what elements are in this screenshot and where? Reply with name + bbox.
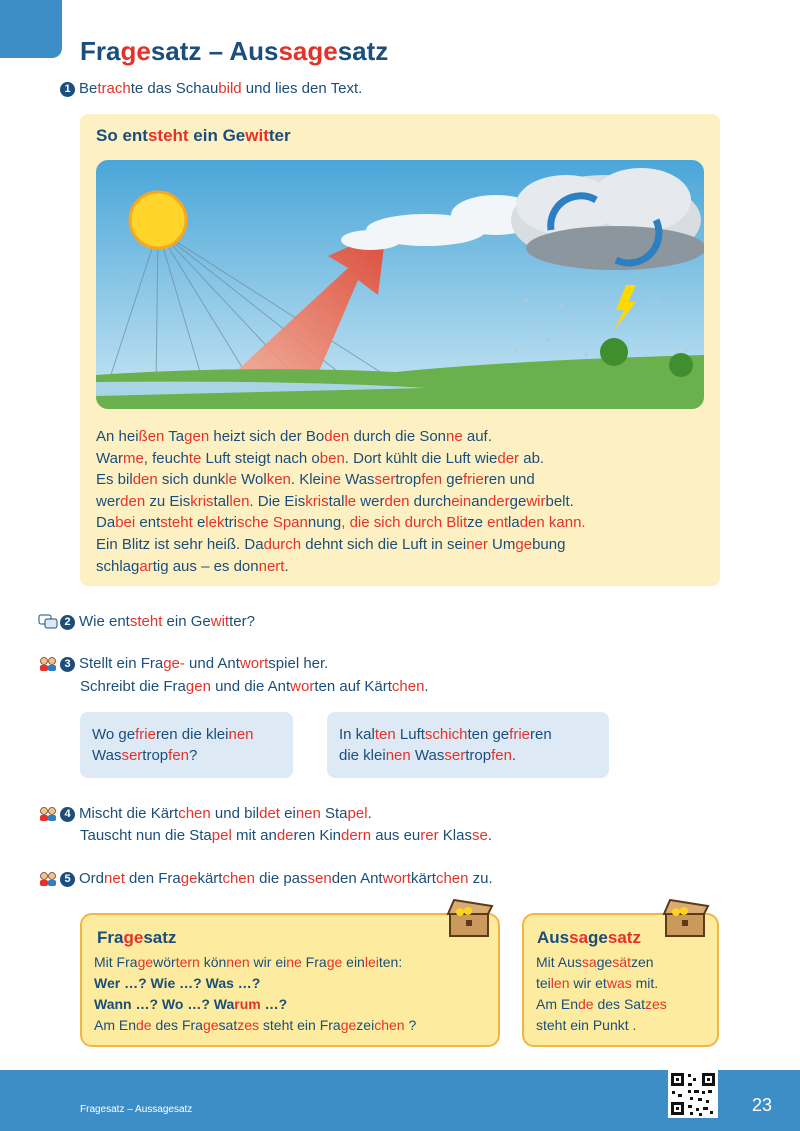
highlighted-syllable: chen <box>178 805 211 822</box>
page-number: 23 <box>752 1095 773 1115</box>
highlighted-syllable: der <box>487 492 510 510</box>
highlighted-syllable: sche Span <box>236 514 308 532</box>
text-segment: . Die Eis <box>249 492 306 510</box>
highlighted-syllable: steht <box>147 126 189 145</box>
highlighted-syllable: zes <box>644 996 667 1012</box>
highlighted-syllable: wir <box>526 492 546 510</box>
info-line <box>536 973 667 994</box>
text-segment: ter <box>268 126 291 145</box>
text-segment: ze <box>467 514 483 532</box>
text-segment: die pas <box>254 870 308 887</box>
answer-card-line <box>339 724 597 745</box>
text-segment: Es bil <box>96 471 133 489</box>
highlighted-syllable: ßen <box>138 428 165 445</box>
text-segment: Was <box>410 747 445 764</box>
text-segment: Wann …? Wo …? Wa <box>94 996 235 1012</box>
text-segment: ein Ge <box>162 613 211 630</box>
highlighted-syllable: fen <box>491 747 512 764</box>
text-segment: An hei <box>96 428 139 445</box>
text-segment: ? <box>189 747 198 764</box>
highlighted-syllable: ben <box>319 449 345 467</box>
highlighted-syllable: ge <box>340 1017 357 1033</box>
text-segment: ge <box>588 928 608 947</box>
info-box-fragesatz <box>80 913 500 1047</box>
highlighted-syllable: lek <box>205 514 225 532</box>
highlighted-syllable: frie <box>462 471 484 489</box>
text-segment: kärt <box>410 870 436 887</box>
text-line <box>96 556 706 578</box>
highlighted-syllable: sät <box>612 954 631 970</box>
highlighted-syllable: det <box>259 805 280 822</box>
question-words-line <box>94 994 416 1015</box>
text-segment: Stellt ein Fra <box>79 655 164 672</box>
text-segment: . <box>367 805 372 822</box>
highlighted-syllable: bei <box>115 514 136 532</box>
highlighted-syllable: kris <box>190 492 214 510</box>
text-segment: mit an <box>231 827 277 844</box>
storm-cloud-icon <box>511 168 704 270</box>
highlighted-syllable: ge <box>326 954 343 970</box>
text-segment: aus eu <box>371 827 421 844</box>
highlighted-syllable: chen <box>391 678 425 695</box>
highlighted-syllable: ge <box>180 870 198 887</box>
text-segment: ab. <box>519 449 545 467</box>
text-segment: Mischt die Kärt <box>79 805 179 822</box>
highlighted-syllable: fen <box>168 747 190 764</box>
text-segment: War <box>96 449 123 467</box>
text-segment: Tauscht nun die Sta <box>80 827 212 844</box>
text-line <box>96 534 706 556</box>
text-segment: ein Ge <box>188 126 246 145</box>
highlighted-syllable: le <box>225 471 237 489</box>
highlighted-syllable: net <box>104 870 125 887</box>
text-segment: trop <box>395 471 422 489</box>
text-segment: wir et <box>569 975 607 991</box>
text-segment: ren und <box>483 471 535 489</box>
text-segment: . <box>424 678 429 695</box>
text-segment: Wie ent <box>79 613 130 630</box>
highlighted-syllable: ge <box>202 1017 219 1033</box>
qr-code-icon[interactable] <box>668 1070 718 1118</box>
answer-card-line <box>339 745 597 766</box>
task-3 <box>60 653 328 675</box>
text-segment: wir ei <box>249 954 287 970</box>
highlighted-syllable: bild <box>218 80 242 97</box>
text-segment: Mit Fra <box>94 954 138 970</box>
highlighted-syllable: wort <box>382 870 411 887</box>
highlighted-syllable: was <box>606 975 632 991</box>
task-1-text <box>79 80 362 97</box>
text-segment: Wo ge <box>92 726 136 743</box>
speech-bubble-icon <box>38 614 58 630</box>
highlighted-syllable: ge <box>137 954 154 970</box>
text-segment: bung <box>532 535 566 553</box>
highlighted-syllable: ne <box>286 954 302 970</box>
text-segment: heizt sich der Bo <box>209 428 325 445</box>
text-segment: spiel her. <box>268 655 329 672</box>
footer-label: Fragesatz – Aussagesatz <box>80 1104 193 1115</box>
highlighted-syllable: len <box>550 975 570 991</box>
task-1 <box>60 78 362 100</box>
text-segment: auf. <box>462 428 492 445</box>
text-segment: tal <box>328 492 345 510</box>
highlighted-syllable: ne <box>446 428 463 445</box>
highlighted-syllable: ent <box>482 514 509 532</box>
info-line <box>94 952 416 973</box>
highlighted-syllable: le <box>344 492 357 510</box>
highlighted-syllable: , die sich durch Blit <box>341 514 468 532</box>
text-segment: Mit Aus <box>536 954 582 970</box>
text-segment: zei <box>356 1017 375 1033</box>
text-segment: den Fra <box>124 870 181 887</box>
text-segment: Am En <box>536 996 579 1012</box>
highlighted-syllable: wor <box>290 678 315 695</box>
highlighted-syllable: sen <box>307 870 332 887</box>
text-line <box>96 426 706 448</box>
highlighted-syllable: sa <box>581 954 597 970</box>
task-number-3: 3 <box>60 657 75 672</box>
text-segment: So ent <box>96 126 148 145</box>
text-segment: ren Kin <box>293 827 342 844</box>
task-5-text <box>79 870 493 887</box>
text-segment: ten ge <box>467 726 510 743</box>
text-segment: e <box>192 514 206 532</box>
highlighted-syllable: nert <box>258 557 285 575</box>
highlighted-syllable: rer <box>420 827 439 844</box>
task-number-1: 1 <box>60 82 75 97</box>
info-line: steht ein Punkt . <box>536 1017 637 1033</box>
text-segment: des Sat <box>593 996 645 1012</box>
text-segment: kön <box>199 954 227 970</box>
text-segment: …? <box>260 996 288 1012</box>
text-segment: Luft <box>395 726 425 743</box>
highlighted-syllable: de <box>578 996 594 1012</box>
task-4-line-2 <box>80 825 492 847</box>
highlighted-syllable: nen <box>295 805 321 822</box>
highlighted-syllable: se <box>471 827 488 844</box>
question-card <box>80 712 293 778</box>
text-segment: Da <box>96 514 116 532</box>
highlighted-syllable: len <box>229 492 250 510</box>
task-number-2: 2 <box>60 615 75 630</box>
highlighted-syllable: nen <box>385 747 411 764</box>
text-segment: . Dort kühlt die Luft wie <box>344 449 498 467</box>
text-segment: belt. <box>545 492 574 510</box>
highlighted-syllable: den kann. <box>519 514 586 532</box>
text-segment: Um <box>487 535 516 553</box>
text-segment: und Ant <box>184 655 240 672</box>
highlighted-syllable: den <box>120 492 146 510</box>
highlighted-syllable: gen <box>185 678 211 695</box>
info-line <box>536 994 667 1015</box>
text-segment: ein <box>342 954 365 970</box>
highlighted-syllable: wit <box>210 613 230 630</box>
text-segment: durch die Son <box>349 428 447 445</box>
highlighted-syllable: steht <box>129 613 163 630</box>
text-segment: Schreibt die Fra <box>80 678 186 695</box>
highlighted-syllable: steht <box>160 514 193 532</box>
text-segment: Ta <box>164 428 185 445</box>
text-segment: ei <box>279 805 296 822</box>
text-line <box>96 491 706 513</box>
text-segment: die klei <box>339 747 386 764</box>
text-segment: Sta <box>320 805 348 822</box>
corner-tab <box>0 0 62 58</box>
highlighted-syllable: kris <box>305 492 329 510</box>
highlighted-syllable: wort <box>239 655 269 672</box>
task-4 <box>60 803 372 825</box>
tree-icon <box>600 338 628 366</box>
highlighted-syllable: schich <box>424 726 468 743</box>
highlighted-syllable: wit <box>245 126 269 145</box>
task-number-4: 4 <box>60 807 75 822</box>
text-segment: ? <box>404 1017 417 1033</box>
text-segment: ren die klei <box>155 726 229 743</box>
text-segment: dehnt sich die Luft in sei <box>301 535 467 553</box>
task-3-line-1 <box>79 655 328 672</box>
highlighted-syllable: rum <box>234 996 261 1012</box>
text-segment: Was <box>92 747 122 764</box>
highlighted-syllable: ten <box>374 726 396 743</box>
text-segment: Am En <box>94 1017 137 1033</box>
text-segment: ent <box>135 514 161 532</box>
text-segment: tig aus – es don <box>152 557 259 575</box>
text-segment: ter? <box>229 613 255 630</box>
text-line <box>96 448 706 470</box>
highlighted-syllable: tern <box>175 954 200 970</box>
task-number-5: 5 <box>60 872 75 887</box>
info-line <box>536 952 667 973</box>
highlighted-syllable: sa <box>569 928 589 947</box>
text-segment: des Fra <box>151 1017 203 1033</box>
text-segment: Was <box>340 471 375 489</box>
text-segment: Klas <box>438 827 472 844</box>
text-segment: und die Ant <box>210 678 291 695</box>
reading-box-title <box>96 126 291 146</box>
text-segment: den Ant <box>331 870 383 887</box>
task-4-line-1 <box>79 805 372 822</box>
text-line <box>96 512 706 534</box>
info-line <box>94 1015 416 1036</box>
text-segment: Fra <box>301 954 327 970</box>
text-segment: ten auf Kärt <box>314 678 392 695</box>
text-segment: . Klei <box>290 471 325 489</box>
highlighted-syllable: frie <box>135 726 156 743</box>
highlighted-syllable: ser <box>374 471 396 489</box>
text-segment: zu Eis <box>145 492 191 510</box>
highlighted-syllable: pel <box>347 805 368 822</box>
text-segment: , feuch <box>143 449 189 467</box>
text-segment: und lies den Text. <box>241 80 363 97</box>
text-segment: ten: <box>378 954 403 970</box>
text-segment: steht ein Fra <box>259 1017 341 1033</box>
highlighted-syllable: trach <box>97 80 131 97</box>
highlighted-syllable: ge <box>123 928 144 947</box>
answer-card <box>327 712 609 778</box>
partner-work-icon <box>38 656 58 672</box>
text-segment: Ein Blitz ist sehr heiß. Da <box>96 535 264 553</box>
text-segment: tal <box>213 492 230 510</box>
text-segment: trop <box>465 747 492 764</box>
text-segment: ge <box>442 471 463 489</box>
task-2 <box>60 611 255 633</box>
text-segment: Ord <box>79 870 105 887</box>
partner-work-icon <box>38 871 58 887</box>
text-segment: zu. <box>468 870 493 887</box>
highlighted-syllable: durch <box>263 535 302 553</box>
highlighted-syllable: der <box>497 449 520 467</box>
highlighted-syllable: de <box>276 827 294 844</box>
thunderstorm-picture <box>96 160 704 409</box>
text-segment: satz <box>143 928 177 947</box>
text-segment: tri <box>224 514 237 532</box>
text-segment: wör <box>153 954 176 970</box>
page-title: Fragesatz – Aussagesatz <box>80 36 389 66</box>
text-segment: und bil <box>210 805 260 822</box>
text-segment: durch <box>409 492 452 510</box>
highlighted-syllable: chen <box>374 1017 405 1033</box>
highlighted-syllable: nen <box>226 954 250 970</box>
text-segment: wer <box>356 492 385 510</box>
text-segment: la <box>508 514 520 532</box>
bush-icon <box>669 353 693 377</box>
highlighted-syllable: de <box>136 1017 152 1033</box>
highlighted-syllable: ge <box>515 535 533 553</box>
text-segment: . <box>284 557 289 575</box>
highlighted-syllable: ne <box>324 471 341 489</box>
text-segment: ge <box>509 492 527 510</box>
text-segment: Aus <box>537 928 570 947</box>
text-segment: kärt <box>197 870 223 887</box>
text-segment: tei <box>536 975 551 991</box>
text-segment: Luft steigt nach o <box>201 449 320 467</box>
highlighted-syllable: lei <box>364 954 379 970</box>
partner-work-icon <box>38 806 58 822</box>
question-card-line <box>92 745 281 766</box>
text-segment: Be <box>79 80 98 97</box>
text-segment: zen <box>630 954 654 970</box>
text-segment: Wol <box>236 471 267 489</box>
text-segment: schlag <box>96 557 140 575</box>
text-segment: sich dunk <box>157 471 226 489</box>
reading-text <box>96 426 706 577</box>
info-box-title <box>97 927 176 948</box>
text-segment: te das Schau <box>130 80 219 97</box>
highlighted-syllable: ser <box>444 747 466 764</box>
question-card-line <box>92 724 281 745</box>
highlighted-syllable: ar <box>139 557 153 575</box>
treasure-chest-icon <box>660 898 710 938</box>
task-5 <box>60 868 493 890</box>
highlighted-syllable: nen <box>228 726 254 743</box>
text-segment: . <box>511 747 517 764</box>
thunderstorm-illustration <box>96 160 704 409</box>
highlighted-syllable: den <box>384 492 410 510</box>
text-segment: In kal <box>339 726 375 743</box>
highlighted-syllable: te <box>188 449 202 467</box>
sun-icon <box>130 192 186 248</box>
highlighted-syllable: frie <box>509 726 530 743</box>
text-segment: wer <box>96 492 121 510</box>
text-segment: mit. <box>631 975 659 991</box>
question-words-line: Wer …? Wie …? Was …? <box>94 975 261 991</box>
highlighted-syllable: gen <box>184 428 210 445</box>
text-segment: trop <box>142 747 169 764</box>
highlighted-syllable: pel <box>211 827 232 844</box>
highlighted-syllable: ken <box>266 471 291 489</box>
highlighted-syllable: satz <box>607 928 641 947</box>
text-line <box>96 469 706 491</box>
highlighted-syllable: me <box>122 449 144 467</box>
highlighted-syllable: den <box>324 428 350 445</box>
task-2-text <box>79 613 255 630</box>
highlighted-syllable: ein <box>451 492 472 510</box>
text-segment: an <box>471 492 488 510</box>
text-segment: sat <box>218 1017 238 1033</box>
highlighted-syllable: chen <box>435 870 469 887</box>
highlighted-syllable: dern <box>341 827 372 844</box>
text-segment: . <box>487 827 492 844</box>
treasure-chest-icon <box>444 898 494 938</box>
info-box-title <box>537 927 641 948</box>
highlighted-syllable: ge- <box>163 655 185 672</box>
highlighted-syllable: ner <box>466 535 488 553</box>
highlighted-syllable: fen <box>421 471 443 489</box>
highlighted-syllable: zes <box>237 1017 260 1033</box>
text-segment: nung <box>307 514 342 532</box>
text-segment: ge <box>596 954 613 970</box>
highlighted-syllable: ser <box>121 747 143 764</box>
highlighted-syllable: chen <box>222 870 255 887</box>
highlighted-syllable: den <box>132 471 158 489</box>
text-segment: ren <box>530 726 552 743</box>
text-segment: Fra <box>97 928 124 947</box>
task-3-line-2 <box>80 676 429 698</box>
